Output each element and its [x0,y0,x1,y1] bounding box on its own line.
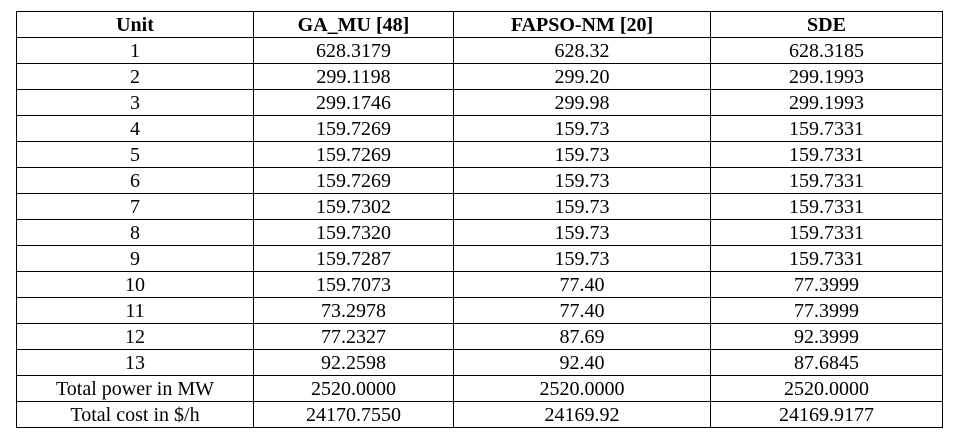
sde-cell: 87.6845 [711,350,943,376]
table-row [17,142,943,168]
table-row [17,38,943,64]
results-table [16,11,943,428]
column-header-fapso-nm: FAPSO-NM [20] [454,12,711,38]
sde-cell: 92.3999 [711,324,943,350]
unit-cell: 12 [17,324,254,350]
table-row [17,246,943,272]
fapso-nm-cell: 77.40 [454,298,711,324]
ga-mu-cell: 628.3179 [254,38,454,64]
fapso-nm-cell: 77.40 [454,272,711,298]
unit-cell: 3 [17,90,254,116]
table-row [17,90,943,116]
ga-mu-cell: 159.7269 [254,142,454,168]
fapso-nm-cell: 299.20 [454,64,711,90]
fapso-nm-cell: 159.73 [454,116,711,142]
sde-cell: 159.7331 [711,142,943,168]
sde-cell: 159.7331 [711,168,943,194]
sde-cell: 299.1993 [711,90,943,116]
column-header-unit: Unit [17,12,254,38]
fapso-nm-cell: 299.98 [454,90,711,116]
table-row [17,220,943,246]
unit-cell: 10 [17,272,254,298]
fapso-nm-cell: 24169.92 [454,402,711,428]
unit-cell: Total cost in $/h [17,402,254,428]
unit-cell: 7 [17,194,254,220]
table-row [17,116,943,142]
ga-mu-cell: 159.7269 [254,168,454,194]
unit-cell: 5 [17,142,254,168]
ga-mu-cell: 299.1198 [254,64,454,90]
table-row [17,402,943,428]
table-row [17,168,943,194]
fapso-nm-cell: 159.73 [454,246,711,272]
unit-cell: 13 [17,350,254,376]
table-body [17,38,943,428]
unit-cell: 4 [17,116,254,142]
fapso-nm-cell: 159.73 [454,168,711,194]
ga-mu-cell: 299.1746 [254,90,454,116]
table-header-row [17,12,943,38]
table-row [17,376,943,402]
ga-mu-cell: 159.7302 [254,194,454,220]
table-row [17,350,943,376]
ga-mu-cell: 159.7287 [254,246,454,272]
column-header-ga-mu: GA_MU [48] [254,12,454,38]
sde-cell: 628.3185 [711,38,943,64]
sde-cell: 2520.0000 [711,376,943,402]
ga-mu-cell: 2520.0000 [254,376,454,402]
fapso-nm-cell: 159.73 [454,220,711,246]
ga-mu-cell: 24170.7550 [254,402,454,428]
table-row [17,298,943,324]
fapso-nm-cell: 159.73 [454,142,711,168]
sde-cell: 299.1993 [711,64,943,90]
table-row [17,194,943,220]
unit-cell: 8 [17,220,254,246]
unit-cell: Total power in MW [17,376,254,402]
unit-cell: 2 [17,64,254,90]
fapso-nm-cell: 2520.0000 [454,376,711,402]
ga-mu-cell: 159.7320 [254,220,454,246]
unit-cell: 9 [17,246,254,272]
fapso-nm-cell: 87.69 [454,324,711,350]
table-row [17,272,943,298]
unit-cell: 11 [17,298,254,324]
sde-cell: 159.7331 [711,116,943,142]
sde-cell: 159.7331 [711,246,943,272]
sde-cell: 24169.9177 [711,402,943,428]
fapso-nm-cell: 628.32 [454,38,711,64]
table-row [17,324,943,350]
sde-cell: 159.7331 [711,220,943,246]
sde-cell: 159.7331 [711,194,943,220]
sde-cell: 77.3999 [711,272,943,298]
column-header-sde: SDE [711,12,943,38]
unit-cell: 1 [17,38,254,64]
fapso-nm-cell: 159.73 [454,194,711,220]
ga-mu-cell: 159.7269 [254,116,454,142]
ga-mu-cell: 159.7073 [254,272,454,298]
fapso-nm-cell: 92.40 [454,350,711,376]
unit-cell: 6 [17,168,254,194]
ga-mu-cell: 73.2978 [254,298,454,324]
sde-cell: 77.3999 [711,298,943,324]
ga-mu-cell: 92.2598 [254,350,454,376]
ga-mu-cell: 77.2327 [254,324,454,350]
table-row [17,64,943,90]
